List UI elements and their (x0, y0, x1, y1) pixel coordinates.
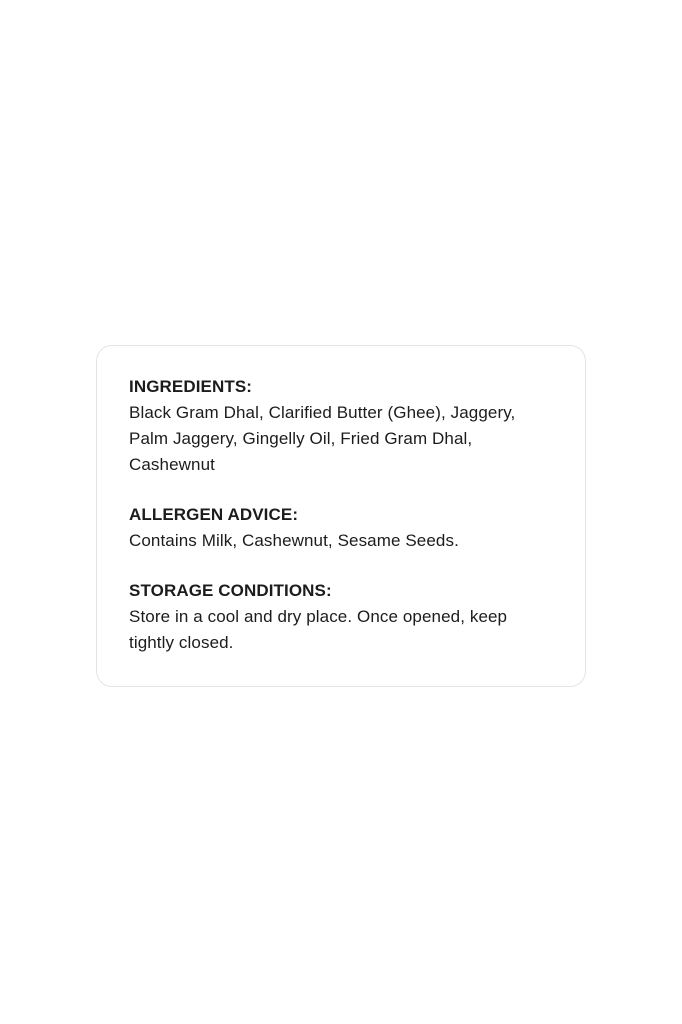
allergen-advice-text: Contains Milk, Cashewnut, Sesame Seeds. (129, 531, 459, 550)
allergen-advice-heading: ALLERGEN ADVICE: (129, 505, 299, 524)
ingredients-section (129, 374, 553, 478)
storage-conditions-heading: STORAGE CONDITIONS: (129, 581, 332, 600)
storage-conditions-text: Store in a cool and dry place. Once opened, keep tightly closed. (129, 607, 508, 652)
allergen-advice-section (129, 502, 553, 554)
ingredients-text: Black Gram Dhal, Clarified Butter (Ghee), Jaggery, Palm Jaggery, Gingelly Oil, Fried Gram Dhal, Cashewnut (129, 403, 516, 474)
product-info-card (96, 345, 586, 687)
storage-conditions-section (129, 578, 553, 656)
ingredients-heading: INGREDIENTS: (129, 377, 253, 396)
